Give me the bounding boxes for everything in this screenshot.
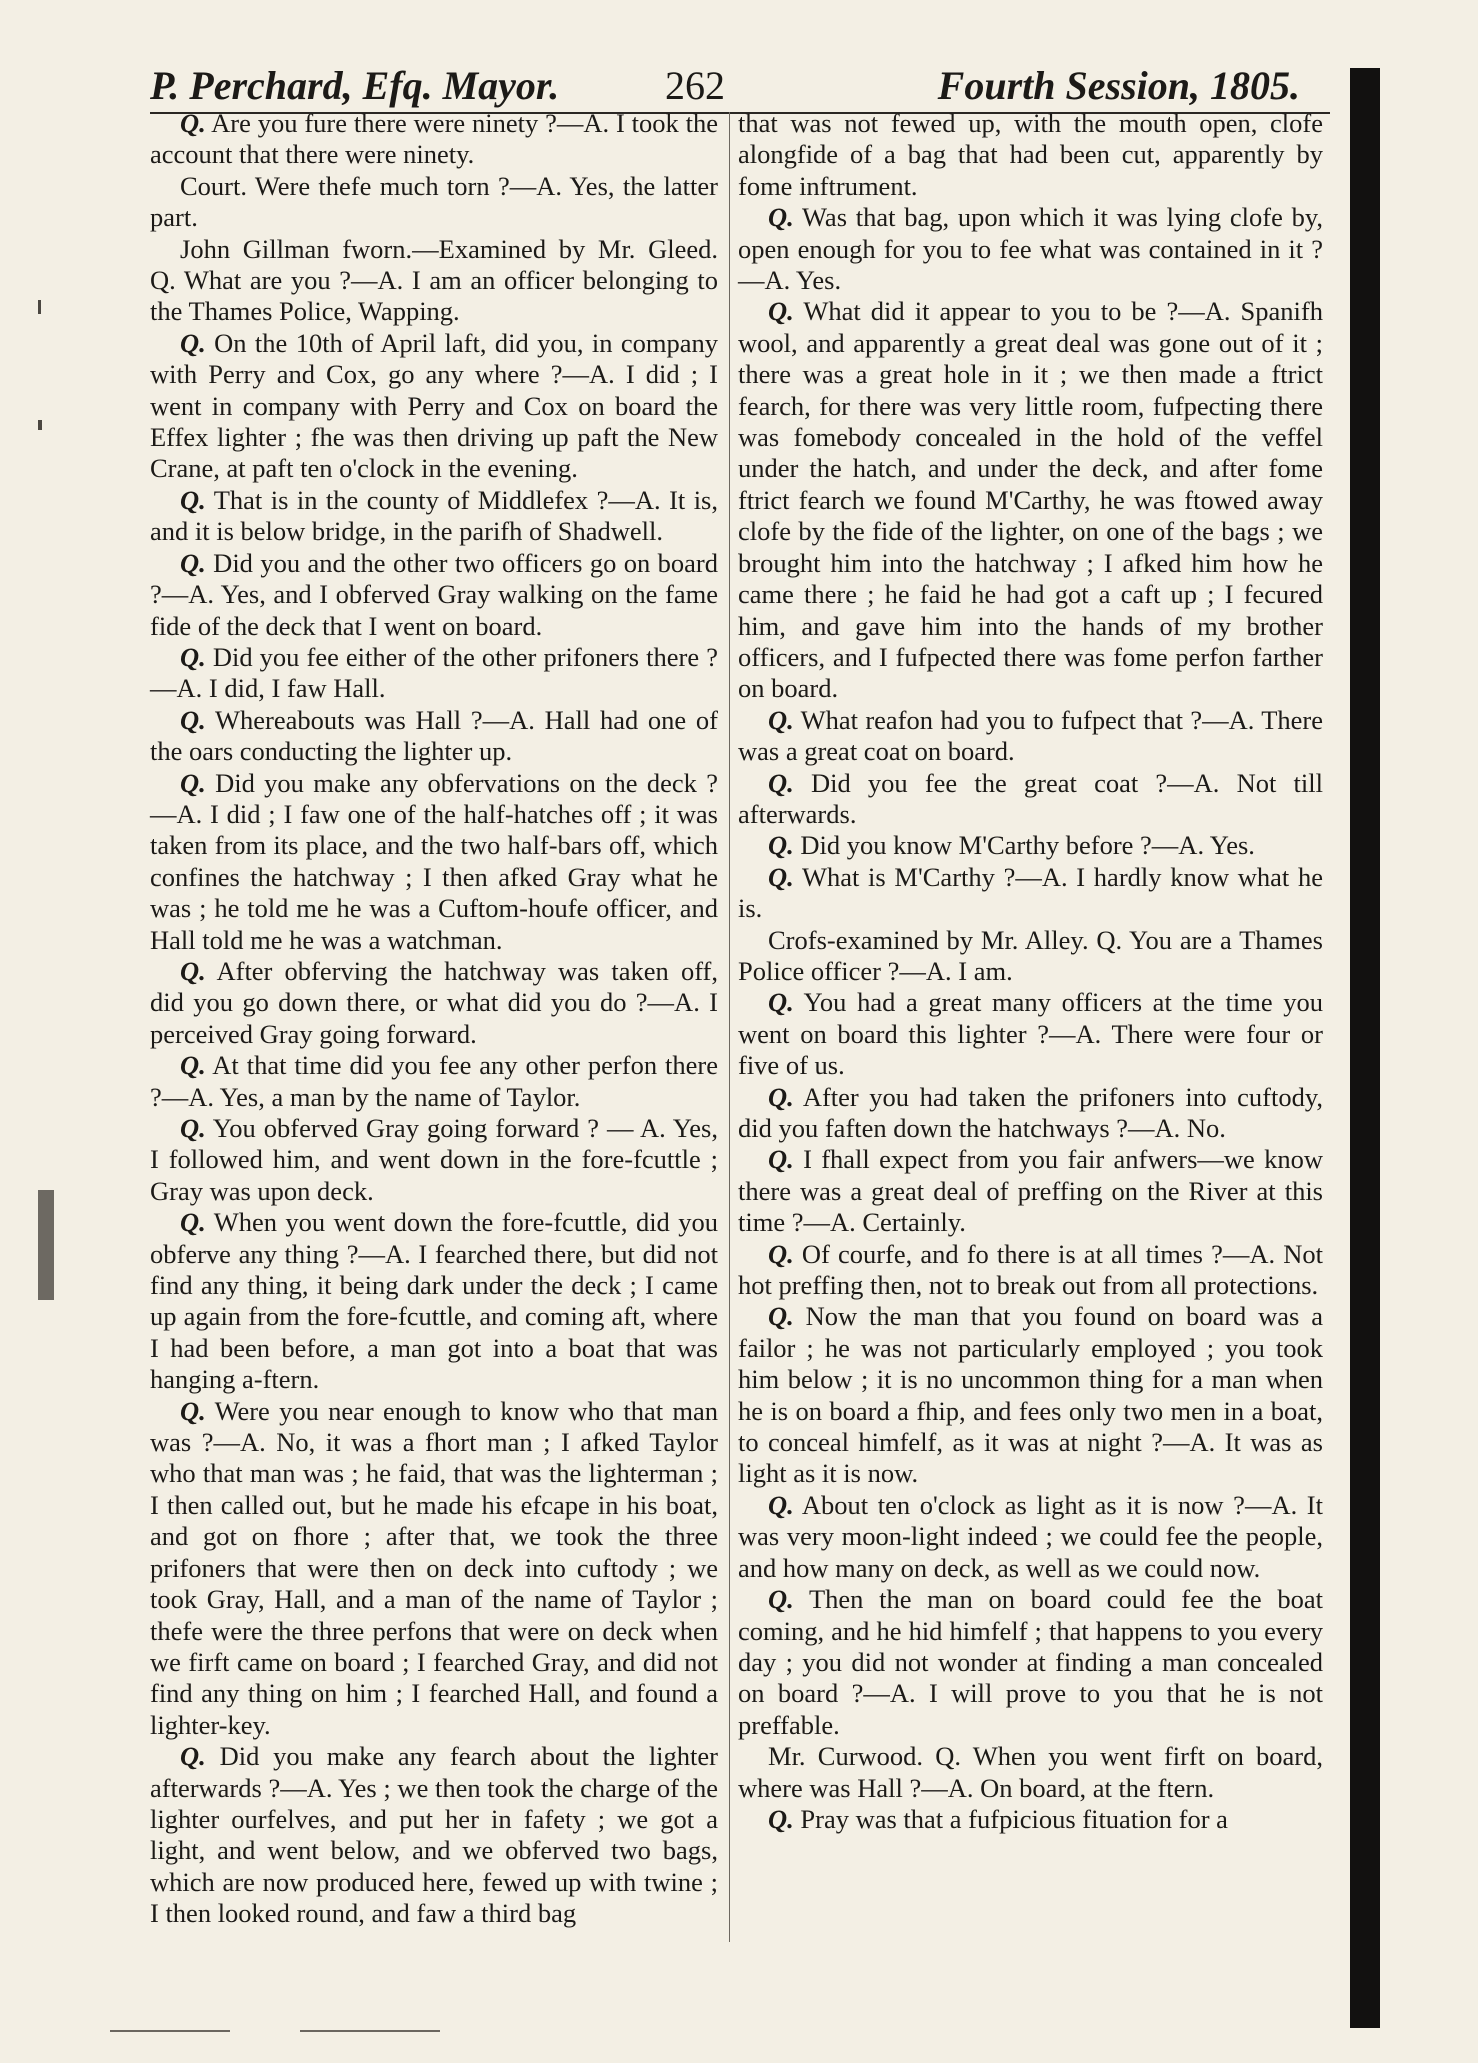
paragraph: [738, 108, 1323, 202]
paragraph-text: Now the man that you found on board was a failor ; he was not particularly employed ; you took him below ; it is no uncommon thing for a man when he is on board a fhip, and fees only two men in a boat, to conceal himfelf, as it was at night ?—A. It was as light as it is now.: [738, 1301, 1323, 1489]
paragraph-text: Did you fee either of the other prifoners there ?—A. I did, I faw Hall.: [150, 641, 718, 704]
paragraph: [150, 1207, 718, 1395]
paragraph-text: That is in the county of Middlefex ?—A. It is, and it is below bridge, in the parifh of Shadwell.: [150, 484, 718, 547]
question-mark: Q.: [180, 1395, 206, 1426]
paragraph: [738, 1584, 1323, 1741]
paragraph-text: You obferved Gray going forward ? — A. Yes, I followed him, and went down in the fore-fcuttle ; Gray was upon deck.: [150, 1113, 718, 1206]
margin-speck: [38, 300, 41, 314]
paragraph-text: After obferving the hatchway was taken off, did you go down there, or what did you do ?—A. I perceived Gray going forward.: [150, 955, 718, 1049]
paragraph: [150, 108, 718, 171]
question-mark: Q.: [768, 202, 794, 233]
paragraph-text: Did you make any fearch about the lighter afterwards ?—A. Yes ; we then took the charge of the lighter ourfelves, and put her in fafety ; we got a light, and went below, and we obferved two bags, which are now produced here, fewed up with twine ; I then looked round, and faw a third bag: [150, 1741, 718, 1929]
paragraph-text: Did you know M'Carthy before ?—A. Yes.: [793, 830, 1255, 861]
left-column: [150, 108, 718, 1930]
question-mark: Q.: [768, 1238, 794, 1269]
question-mark: Q.: [180, 1741, 206, 1772]
paragraph-text: Did you make any obfervations on the deck ? —A. I did ; I faw one of the half-hatches off ; it was taken from its place, and the two half-bars off, which confines the hatchway ; I then afked Gray what he was ; he told me he was a Cuftom-houfe officer, and Hall told me he was a watchman.: [150, 767, 718, 955]
question-mark: Q.: [180, 108, 206, 138]
paragraph-text: I fhall expect from you fair anfwers—we know there was a great deal of preffing on the River at this time ?—A. Certainly.: [738, 1144, 1323, 1238]
paragraph-text: When you went down the fore-fcuttle, did you obferve any thing ?—A. I fearched there, but did not find any thing, it being dark under the deck ; I came up again from the fore-fcuttle, and coming aft, where I had been before, a man got into a boat that was hanging a-ftern.: [150, 1207, 718, 1395]
paragraph: [150, 171, 718, 234]
question-mark: Q.: [180, 767, 206, 798]
header-session: Fourth Session, 1805.: [937, 63, 1300, 108]
footer-rule-left: [110, 2030, 230, 2032]
header-title: P. Perchard, Efq. Mayor.: [150, 63, 560, 108]
paragraph: [738, 768, 1323, 831]
running-header: [150, 62, 1300, 114]
question-mark: Q.: [180, 1113, 206, 1143]
paragraph: [738, 1144, 1323, 1238]
paragraph: [738, 296, 1323, 704]
paragraph: [150, 1741, 718, 1929]
question-mark: Q.: [768, 1489, 794, 1520]
paragraph-text: Whereabouts was Hall ?—A. Hall had one of the oars conducting the lighter up.: [150, 704, 718, 767]
question-mark: Q.: [768, 861, 794, 892]
question-mark: Q.: [768, 767, 794, 798]
paragraph: [738, 1804, 1323, 1835]
paragraph-text: Mr. Curwood. Q. When you went firft on board, where was Hall ?—A. On board, at the ftern.: [738, 1741, 1323, 1803]
margin-speck: [38, 420, 42, 430]
footer-rule-mid: [300, 2030, 440, 2032]
paragraph-text: At that time did you fee any other perfon there ?—A. Yes, a man by the name of Taylor.: [150, 1050, 718, 1112]
margin-blot: [38, 1190, 54, 1300]
paragraph-text: Are you fure there were ninety ?—A. I took the account that there were ninety.: [150, 108, 718, 170]
paragraph-text: Then the man on board could fee the boat coming, and he hid himfelf ; that happens to you every day ; you did not wonder at finding a man concealed on board ?—A. I will prove to you that he is not preffable.: [738, 1584, 1323, 1740]
paragraph-text: Did you fee the great coat ?—A. Not till afterwards.: [738, 767, 1323, 829]
paragraph: [738, 202, 1323, 296]
question-mark: Q.: [180, 641, 206, 672]
paragraph-text: Did you and the other two officers go on board ?—A. Yes, and I obferved Gray walking on the fame fide of the deck that I went on board.: [150, 547, 718, 641]
question-mark: Q.: [768, 704, 794, 735]
paragraph-text: You had a great many officers at the time you went on board this lighter ?—A. There were four or five of us.: [738, 987, 1323, 1081]
paragraph: [738, 987, 1323, 1081]
question-mark: Q.: [180, 1050, 206, 1081]
paragraph: [150, 328, 718, 485]
question-mark: Q.: [768, 1584, 794, 1615]
paragraph: [738, 1741, 1323, 1804]
question-mark: Q.: [768, 1144, 794, 1175]
question-mark: Q.: [180, 484, 206, 515]
paragraph-text: that was not fewed up, with the mouth open, clofe alongfide of a bag that had been cut, apparently by fome inftrument.: [738, 108, 1323, 201]
paragraph-text: Crofs-examined by Mr. Alley. Q. You are a Thames Police officer ?—A. I am.: [738, 924, 1323, 986]
paragraph: [738, 1239, 1323, 1302]
question-mark: Q.: [768, 1081, 794, 1112]
paragraph: [150, 234, 718, 328]
paragraph: [150, 1396, 718, 1741]
question-mark: Q.: [768, 1803, 794, 1834]
paragraph-text: Of courfe, and fo there is at all times ?—A. Not hot preffing then, not to break out from all protections.: [738, 1238, 1323, 1301]
paragraph: [738, 1082, 1323, 1145]
paragraph: [738, 862, 1323, 925]
question-mark: Q.: [768, 987, 794, 1018]
question-mark: Q.: [180, 547, 206, 578]
paragraph-text: After you had taken the prifoners into cuftody, did you faften down the hatchways ?—A. No.: [738, 1081, 1323, 1143]
question-mark: Q.: [180, 327, 206, 358]
paragraph-text: Was that bag, upon which it was lying clofe by, open enough for you to fee what was contained in it ?—A. Yes.: [738, 202, 1323, 296]
paragraph-text: On the 10th of April laft, did you, in company with Perry and Cox, go any where ?—A. I did ; I went in company with Perry and Cox on board the Effex lighter ; fhe was then driving up paft the New Crane, at paft ten o'clock in the evening.: [150, 327, 718, 484]
binding-edge-bar: [1350, 68, 1380, 2028]
question-mark: Q.: [768, 830, 794, 861]
question-mark: Q.: [180, 955, 206, 986]
paragraph-text: What is M'Carthy ?—A. I hardly know what he is.: [738, 861, 1323, 924]
paragraph-text: About ten o'clock as light as it is now ?—A. It was very moon-light indeed ; we could fee the people, and how many on deck, as well as we could now.: [738, 1489, 1323, 1583]
paragraph-text: Court. Were thefe much torn ?—A. Yes, the latter part.: [150, 170, 718, 233]
paragraph-text: Were you near enough to know who that man was ?—A. No, it was a fhort man ; I afked Taylor who that man was ; he faid, that was the lighterman ; I then called out, but he made his efcape in his boat, and got on fhore ; after that, we took the three prifoners that were then on deck into cuftody ; we took Gray, Hall, and a man of the name of Taylor ; thefe were the three perfons that were on deck when we firft came on board ; I fearched Gray, and did not find any thing on him ; I fearched Hall, and found a lighter-key.: [150, 1395, 718, 1740]
question-mark: Q.: [180, 704, 206, 735]
paragraph: [150, 485, 718, 548]
question-mark: Q.: [180, 1207, 206, 1238]
paragraph: [738, 705, 1323, 768]
paragraph-text: Pray was that a fufpicious fituation for a: [793, 1803, 1228, 1834]
paragraph: [738, 925, 1323, 988]
question-mark: Q.: [768, 296, 794, 327]
paragraph: [150, 642, 718, 705]
paragraph-text: What did it appear to you to be ?—A. Spanifh wool, and apparently a great deal was gone out of it ; there was a great hole in it ; we then made a ftrict fearch, for there was very little room, fufpecting there was fomebody concealed in the hold of the veffel under the hatch, and under the deck, and after fome ftrict fearch we found M'Carthy, he was ftowed away clofe by the fide of the lighter, on one of the bags ; we brought him into the hatchway ; I afked him how he came there ; he faid he had got a caft up ; I fecured him, and gave him into the hands of my brother officers, and I fufpected there was fome perfon farther on board.: [738, 296, 1323, 704]
paragraph-text: What reafon had you to fufpect that ?—A. There was a great coat on board.: [738, 704, 1323, 767]
paragraph: [150, 768, 718, 956]
paragraph-text: John Gillman fworn.—Examined by Mr. Gleed. Q. What are you ?—A. I am an officer belonging to the Thames Police, Wapping.: [150, 233, 718, 327]
paragraph: [150, 1113, 718, 1207]
column-divider: [729, 112, 730, 1942]
paragraph: [150, 705, 718, 768]
paragraph: [150, 956, 718, 1050]
right-column: [738, 108, 1323, 1835]
paragraph: [150, 1050, 718, 1113]
paragraph: [150, 548, 718, 642]
paragraph: [738, 1301, 1323, 1489]
question-mark: Q.: [768, 1301, 794, 1332]
paragraph: [738, 1490, 1323, 1584]
paragraph: [738, 830, 1323, 861]
page-number: 262: [665, 63, 725, 108]
